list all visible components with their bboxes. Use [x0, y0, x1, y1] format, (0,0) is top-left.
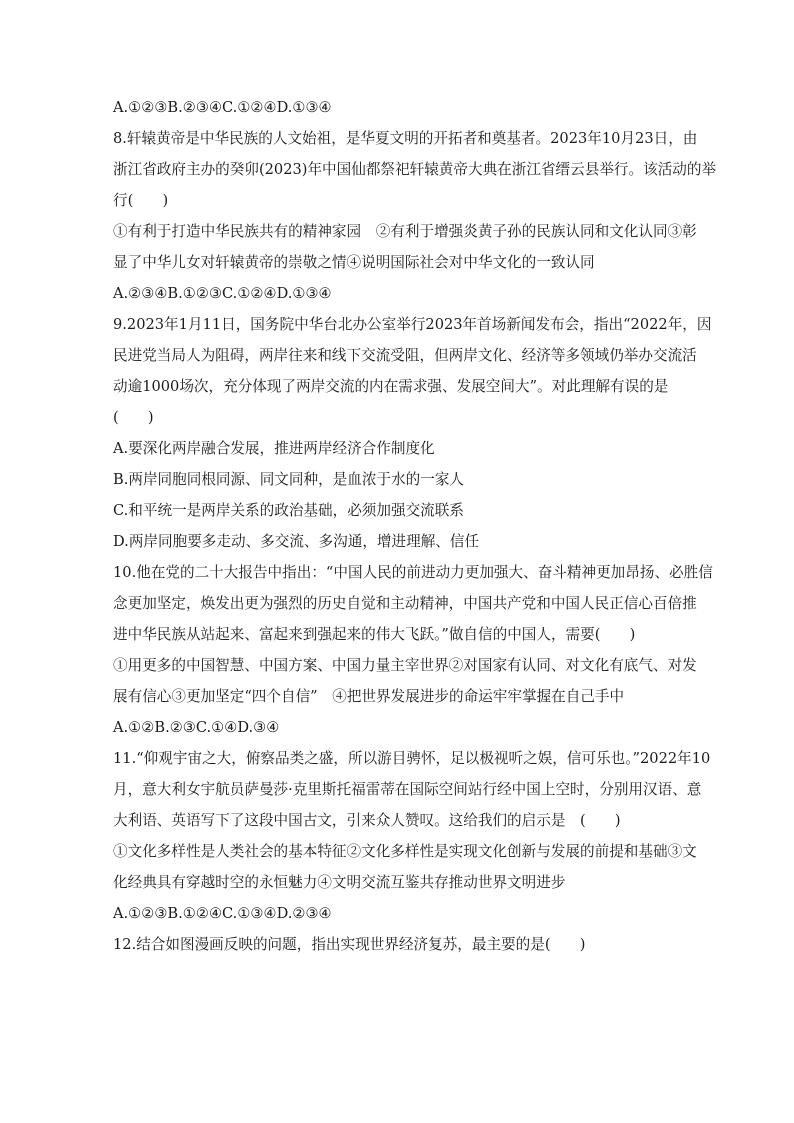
- q10-stem-line-2: 念更加坚定，焕发出更为强烈的历史自觉和主动精神，中国共产党和中国人民正信心百倍推: [113, 595, 697, 612]
- q11-options: A.①②③B.①②④C.①③④D.②③④: [113, 905, 332, 922]
- q8-options: A.②③④B.①②③C.①②④D.①③④: [113, 285, 332, 302]
- q8-statements-2: 显了中华儿女对轩辕黄帝的崇敬之情④说明国际社会对中华文化的一致认同: [113, 254, 595, 271]
- q8-stem-line-1: 8.轩辕黄帝是中华民族的人文始祖，是华夏文明的开拓者和奠基者。2023年10月23日，由: [113, 130, 698, 147]
- q7-options: A.①②③B.②③④C.①②④D.①③④: [113, 99, 332, 116]
- q11-stem-line-2: 月，意大利女宇航员萨曼莎·克里斯托福雷蒂在国际空间站行经中国上空时，分别用汉语、意: [113, 781, 702, 798]
- q8-stem-line-2: 浙江省政府主办的癸卯(2023)年中国仙都祭祀轩辕黄帝大典在浙江省缙云县举行。该活动的举: [113, 161, 717, 178]
- q11-statements-2: 化经典具有穿越时空的永恒魅力④文明交流互鉴共存推动世界文明进步: [113, 874, 566, 891]
- q11-stem-line-3: 大利语、英语写下了这段中国古文，引来众人赞叹。这给我们的启示是 ( ): [113, 812, 621, 829]
- q11-stem-line-1: 11.“仰观宇宙之大，俯察品类之盛，所以游目骋怀，足以极视听之娱，信可乐也。”2022年10: [113, 750, 711, 767]
- q9-option-d: D.两岸同胞要多走动、多交流、多沟通，增进理解、信任: [113, 533, 480, 550]
- q8-statements-1: ①有利于打造中华民族共有的精神家园 ②有利于增强炎黄子孙的民族认同和文化认同③彰: [113, 223, 697, 240]
- q9-stem-line-3: 动逾1000场次，充分体现了两岸交流的内在需求强、发展空间大”。对此理解有误的是: [113, 378, 669, 395]
- q10-stem-line-3: 进中华民族从站起来、富起来到强起来的伟大飞跃。”做自信的中国人，需要( ): [113, 626, 636, 643]
- q10-statements-2: 展有信心③更加坚定“四个自信” ④把世界发展进步的命运牢牢掌握在自己手中: [113, 688, 625, 705]
- q9-option-b: B.两岸同胞同根同源、同文同种，是血浓于水的一家人: [113, 471, 465, 488]
- q9-stem-line-4: ( ): [113, 409, 154, 426]
- q10-stem-line-1: 10.他在党的二十大报告中指出：“中国人民的前进动力更加强大、奋斗精神更加昂扬、必胜信: [113, 564, 713, 581]
- q9-option-a: A.要深化两岸融合发展，推进两岸经济合作制度化: [113, 440, 435, 457]
- q10-statements-1: ①用更多的中国智慧、中国方案、中国力量主宰世界②对国家有认同、对文化有底气、对发: [113, 657, 697, 674]
- q9-stem-line-2: 民进党当局人为阻碍，两岸往来和线下交流受阻，但两岸文化、经济等多领域仍举办交流活: [113, 347, 697, 364]
- q10-options: A.①②B.②③C.①④D.③④: [113, 719, 280, 736]
- q9-option-c: C.和平统一是两岸关系的政治基础，必须加强交流联系: [113, 502, 464, 519]
- q12-stem: 12.结合如图漫画反映的问题，指出实现世界经济复苏，最主要的是( ): [113, 936, 586, 953]
- q9-stem-line-1: 9.2023年1月11日，国务院中华台北办公室举行2023年首场新闻发布会，指出“2022年，因: [113, 316, 712, 333]
- q8-stem-line-3: 行( ): [113, 192, 169, 209]
- q11-statements-1: ①文化多样性是人类社会的基本特征②文化多样性是实现文化创新与发展的前提和基础③文: [113, 843, 697, 860]
